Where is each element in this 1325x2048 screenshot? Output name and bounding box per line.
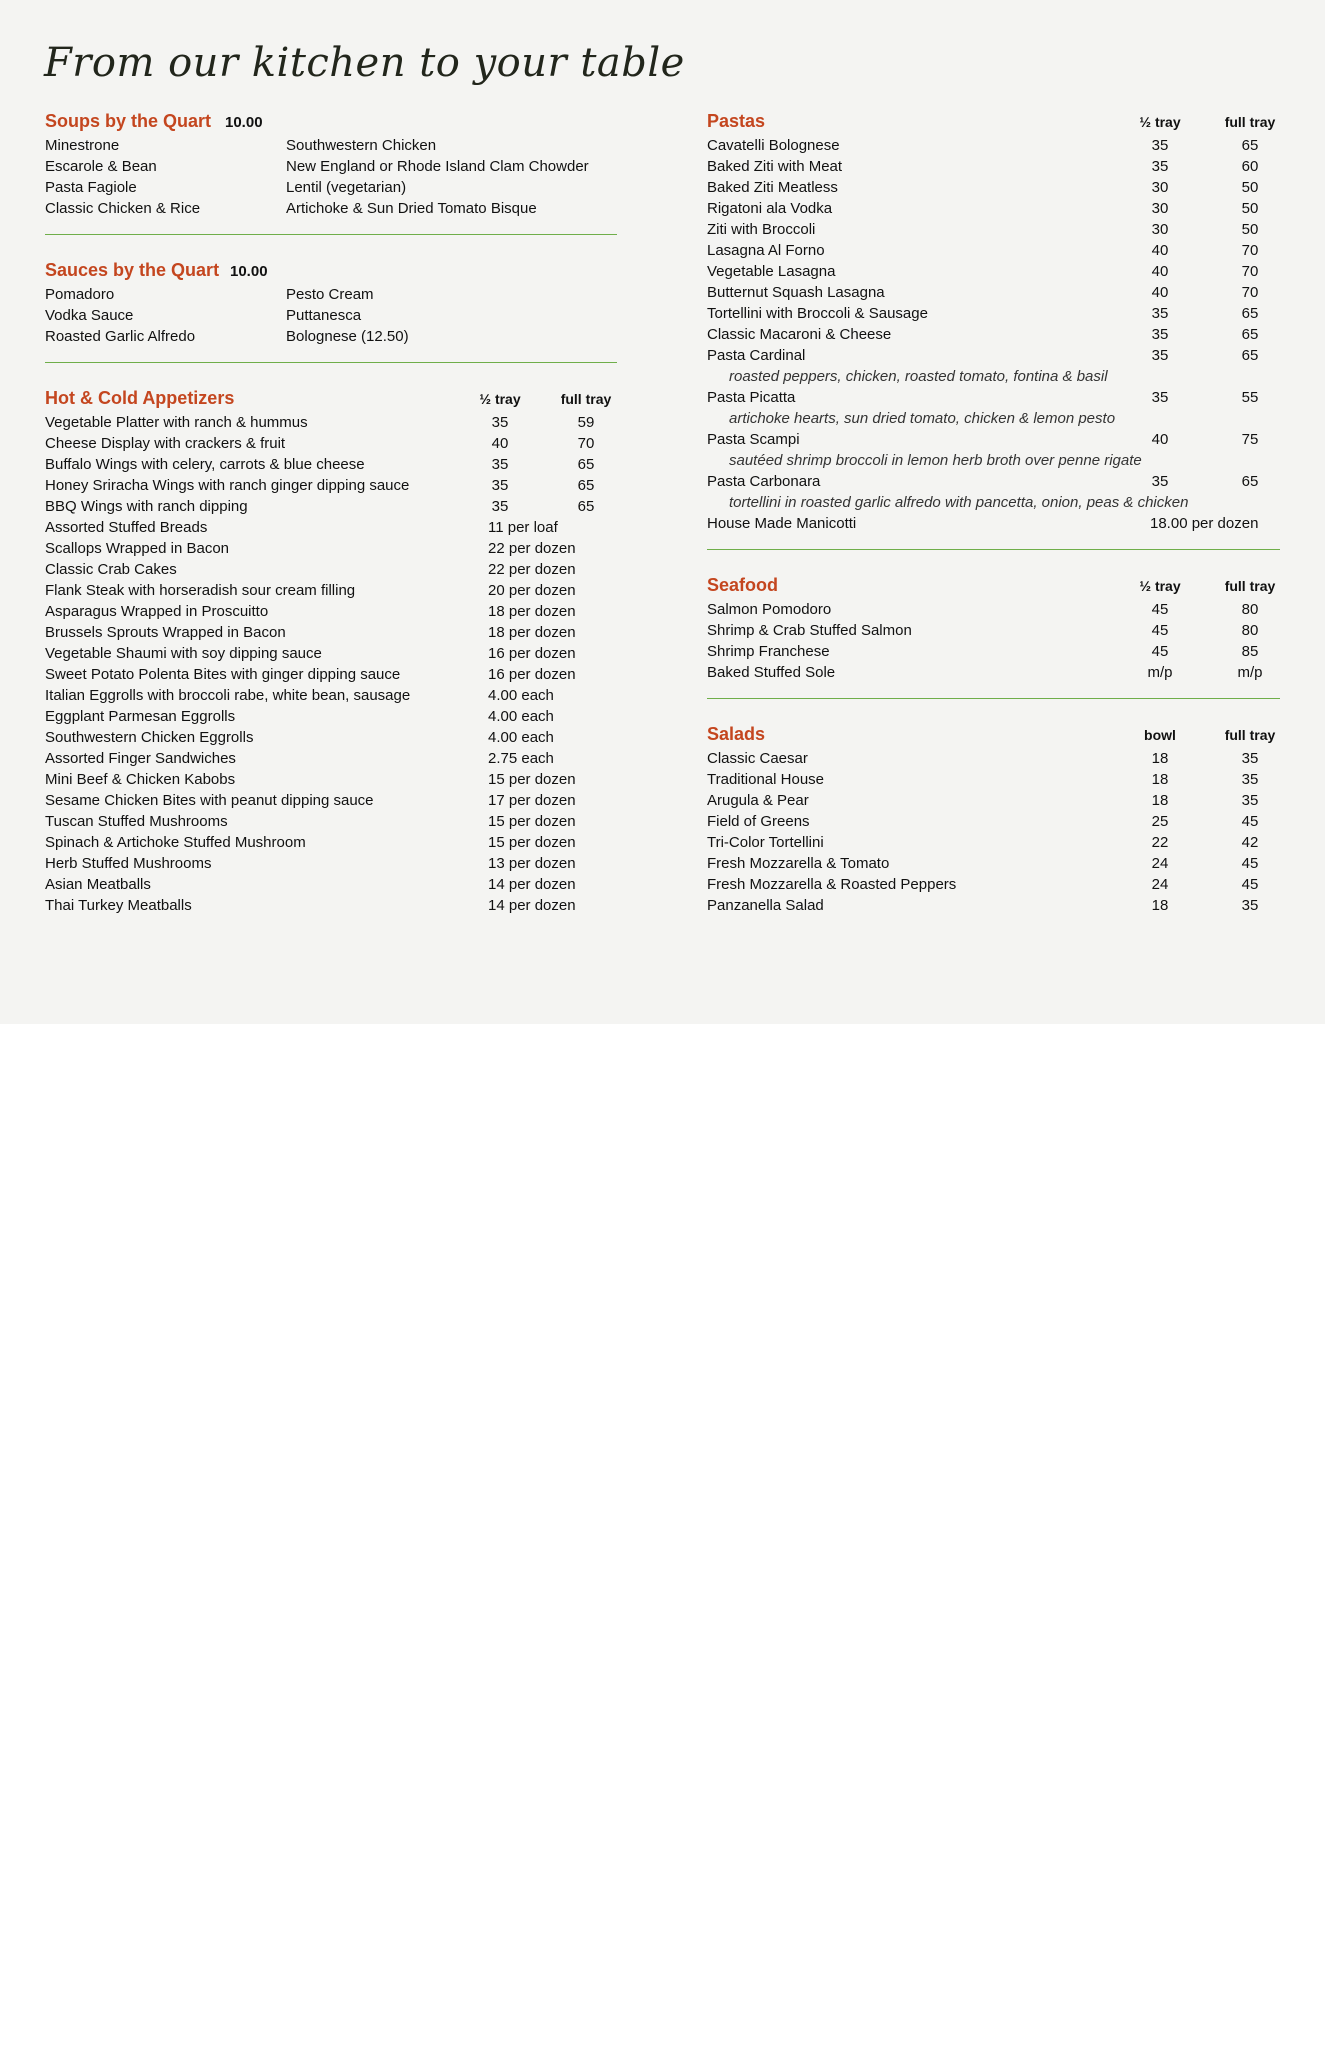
table-row [45,664,617,685]
half-tray-header: ½ tray [1139,114,1181,130]
salads-title: Salads [707,724,766,744]
full-price: 45 [1241,813,1259,830]
item-name: Cavatelli Bolognese [707,137,840,154]
soups-title: Soups by the Quart [45,111,212,131]
table-row [45,412,617,433]
half-price: 18 [1151,792,1169,809]
item-name: Classic Crab Cakes [45,561,177,578]
item-name: Pasta Cardinal [707,347,806,364]
item-name: Vegetable Shaumi with soy dipping sauce [45,645,322,662]
item-name: Brussels Sprouts Wrapped in Bacon [45,624,286,641]
full-price: 75 [1241,431,1259,448]
item-name: Vegetable Platter with ranch & hummus [45,414,308,431]
table-row [45,790,617,811]
table-row [45,559,617,580]
table-row [707,156,1280,177]
half-price: 40 [491,435,509,452]
item-name: Panzanella Salad [707,897,824,914]
half-tray-header: ½ tray [1139,578,1181,594]
item-name: Buffalo Wings with celery, carrots & blue cheese [45,456,365,473]
table-row [45,874,617,895]
table-row [707,811,1280,832]
table-row [45,727,617,748]
half-price: 45 [1151,622,1169,639]
item-name: Asparagus Wrapped in Proscuitto [45,603,269,620]
item-name: Pesto Cream [286,286,374,303]
item-name: Assorted Stuffed Breads [45,519,208,536]
list-item [45,156,617,177]
full-price: 65 [577,498,595,515]
soups-section [45,108,617,219]
item-name: Pasta Fagiole [45,179,137,196]
half-price: 35 [491,414,509,431]
item-name: Fresh Mozzarella & Roasted Peppers [707,876,957,893]
item-price: 4.00 each [488,687,554,704]
table-row [707,198,1280,219]
table-row [707,282,1280,303]
half-price: 25 [1151,813,1169,830]
item-name: Baked Ziti with Meat [707,158,843,175]
item-name: BBQ Wings with ranch dipping [45,498,248,515]
full-price: 70 [1241,242,1259,259]
full-price: 65 [1241,473,1259,490]
soups-price: 10.00 [225,114,263,131]
full-price: 59 [577,414,595,431]
item-name: Artichoke & Sun Dried Tomato Bisque [286,200,537,217]
item-name: Sweet Potato Polenta Bites with ginger dipping sauce [45,666,401,683]
full-price: 65 [1241,137,1259,154]
item-name: Traditional House [707,771,825,788]
item-name: Rigatoni ala Vodka [707,200,833,217]
table-row [707,471,1280,492]
item-price: 15 per dozen [488,771,576,788]
full-price: 50 [1241,179,1259,196]
item-name: Pasta Carbonara [707,473,821,490]
item-name: Spinach & Artichoke Stuffed Mushroom [45,834,306,851]
item-price: 18.00 per dozen [1150,515,1259,532]
table-row [707,177,1280,198]
full-price: 50 [1241,200,1259,217]
table-row [707,429,1280,450]
full-price: 45 [1241,855,1259,872]
table-row [707,599,1280,620]
table-row [45,643,617,664]
table-row [45,769,617,790]
half-price: 40 [1151,284,1169,301]
table-row [45,706,617,727]
table-row [45,538,617,559]
item-price: 15 per dozen [488,813,576,830]
full-price: 55 [1241,389,1259,406]
half-price: 35 [1151,389,1169,406]
item-price: 4.00 each [488,729,554,746]
bowl-header: bowl [1144,727,1176,743]
full-price: 65 [1241,347,1259,364]
item-name: Vodka Sauce [45,307,134,324]
full-tray-header: full tray [1224,578,1276,594]
table-row [707,853,1280,874]
item-price: 17 per dozen [488,792,576,809]
item-price: 20 per dozen [488,582,576,599]
item-description: artichoke hearts, sun dried tomato, chicken & lemon pesto [729,410,1116,427]
item-name: Baked Stuffed Sole [707,664,836,681]
table-row [707,874,1280,895]
item-name: Italian Eggrolls with broccoli rabe, white bean, sausage [45,687,411,704]
list-item [45,177,617,198]
full-price: 80 [1241,601,1259,618]
item-price: 4.00 each [488,708,554,725]
full-price: 65 [577,477,595,494]
table-row [707,387,1280,408]
item-name: House Made Manicotti [707,515,857,532]
table-row [45,685,617,706]
item-name: Shrimp Franchese [707,643,830,660]
item-name: Asian Meatballs [45,876,151,893]
half-price: 18 [1151,771,1169,788]
full-price: 60 [1241,158,1259,175]
item-name: Assorted Finger Sandwiches [45,750,236,767]
half-price: 24 [1151,876,1169,893]
full-price: 35 [1241,750,1259,767]
item-name: Arugula & Pear [707,792,809,809]
item-name: Southwestern Chicken [286,137,437,154]
item-name: Puttanesca [286,307,362,324]
half-price: 35 [1151,473,1169,490]
item-name: Minestrone [45,137,120,154]
full-price: 65 [1241,326,1259,343]
half-price: 35 [491,477,509,494]
right-column [707,108,1280,916]
item-description: roasted peppers, chicken, roasted tomato, fontina & basil [729,368,1108,385]
full-price: 35 [1241,771,1259,788]
table-row [45,580,617,601]
table-row [707,135,1280,156]
sauces-title: Sauces by the Quart [45,260,220,280]
item-name: Flank Steak with horseradish sour cream filling [45,582,356,599]
left-column [45,108,617,916]
item-name: Classic Chicken & Rice [45,200,201,217]
pastas-title: Pastas [707,111,766,131]
item-price: 22 per dozen [488,561,576,578]
table-row [707,324,1280,345]
table-row [45,601,617,622]
full-price: 65 [577,456,595,473]
table-row [45,454,617,475]
table-row [707,219,1280,240]
item-name: Lasagna Al Forno [707,242,825,259]
item-name: Honey Sriracha Wings with ranch ginger dipping sauce [45,477,410,494]
item-description: sautéed shrimp broccoli in lemon herb broth over penne rigate [729,452,1142,469]
full-price: 45 [1241,876,1259,893]
table-row [707,620,1280,641]
item-name: Southwestern Chicken Eggrolls [45,729,254,746]
item-name: Vegetable Lasagna [707,263,836,280]
item-price: 13 per dozen [488,855,576,872]
item-name: Herb Stuffed Mushrooms [45,855,212,872]
half-price: 40 [1151,242,1169,259]
item-name: Baked Ziti Meatless [707,179,838,196]
half-price: 30 [1151,200,1169,217]
item-name: Shrimp & Crab Stuffed Salmon [707,622,912,639]
item-name: New England or Rhode Island Clam Chowder [286,158,589,175]
half-price: 30 [1151,179,1169,196]
table-row [45,832,617,853]
table-row [707,303,1280,324]
half-price: 24 [1151,855,1169,872]
pastas-section [707,108,1280,534]
table-row [707,769,1280,790]
full-tray-header: full tray [1224,727,1276,743]
item-price: 16 per dozen [488,645,576,662]
half-price: 35 [491,498,509,515]
sauces-price: 10.00 [230,263,268,280]
item-name: Pasta Scampi [707,431,800,448]
full-price: m/p [1237,664,1263,681]
appetizers-title: Hot & Cold Appetizers [45,388,235,408]
item-price: 16 per dozen [488,666,576,683]
list-item [45,326,617,347]
full-price: 50 [1241,221,1259,238]
full-tray-header: full tray [1224,114,1276,130]
item-name: Tuscan Stuffed Mushrooms [45,813,228,830]
item-name: Mini Beef & Chicken Kabobs [45,771,236,788]
item-name: Tri-Color Tortellini [707,834,824,851]
table-row [707,662,1280,683]
half-price: 45 [1151,601,1169,618]
item-name: Salmon Pomodoro [707,601,832,618]
item-name: Cheese Display with crackers & fruit [45,435,286,452]
list-item [45,305,617,326]
half-price: 35 [1151,347,1169,364]
full-price: 70 [1241,263,1259,280]
seafood-section [707,572,1280,683]
full-price: 85 [1241,643,1259,660]
table-row [707,895,1280,916]
item-name: Escarole & Bean [45,158,157,175]
item-name: Field of Greens [707,813,810,830]
full-price: 42 [1241,834,1259,851]
item-name: Scallops Wrapped in Bacon [45,540,229,557]
half-price: 35 [1151,137,1169,154]
page-title: From our kitchen to your table [44,40,685,86]
half-price: 40 [1151,431,1169,448]
list-item [707,513,1280,534]
full-price: 65 [1241,305,1259,322]
full-price: 35 [1241,897,1259,914]
item-name: Classic Caesar [707,750,808,767]
half-price: 22 [1151,834,1169,851]
item-name: Roasted Garlic Alfredo [45,328,196,345]
salads-section [707,721,1280,916]
table-row [707,240,1280,261]
item-price: 11 per loaf [488,519,558,536]
list-item [45,198,617,219]
item-name: Fresh Mozzarella & Tomato [707,855,890,872]
item-name: Lentil (vegetarian) [286,179,407,196]
item-price: 18 per dozen [488,624,576,641]
item-price: 2.75 each [488,750,554,767]
item-name: Butternut Squash Lasagna [707,284,885,301]
table-row [707,790,1280,811]
half-price: m/p [1147,664,1173,681]
table-row [45,895,617,916]
table-row [707,345,1280,366]
half-price: 35 [1151,326,1169,343]
half-price: 30 [1151,221,1169,238]
half-tray-header: ½ tray [479,391,521,407]
item-name: Classic Macaroni & Cheese [707,326,892,343]
table-row [45,811,617,832]
table-row [707,261,1280,282]
item-name: Tortellini with Broccoli & Sausage [707,305,928,322]
half-price: 35 [1151,158,1169,175]
table-row [45,853,617,874]
item-name: Bolognese (12.50) [286,328,409,345]
half-price: 45 [1151,643,1169,660]
table-row [45,475,617,496]
full-price: 35 [1241,792,1259,809]
half-price: 35 [491,456,509,473]
list-item [45,135,617,156]
table-row [45,517,617,538]
full-price: 80 [1241,622,1259,639]
item-price: 15 per dozen [488,834,576,851]
full-price: 70 [577,435,595,452]
table-row [45,748,617,769]
list-item [45,284,617,305]
item-name: Thai Turkey Meatballs [45,897,192,914]
table-row [45,496,617,517]
item-name: Ziti with Broccoli [707,221,816,238]
item-name: Pasta Picatta [707,389,796,406]
appetizers-section [45,385,617,916]
seafood-title: Seafood [707,575,779,595]
item-price: 22 per dozen [488,540,576,557]
item-name: Pomadoro [45,286,115,303]
half-price: 40 [1151,263,1169,280]
full-tray-header: full tray [560,391,612,407]
table-row [45,622,617,643]
table-row [707,748,1280,769]
half-price: 35 [1151,305,1169,322]
item-price: 14 per dozen [488,897,576,914]
half-price: 18 [1151,750,1169,767]
item-name: Eggplant Parmesan Eggrolls [45,708,236,725]
table-row [707,832,1280,853]
item-price: 18 per dozen [488,603,576,620]
item-description: tortellini in roasted garlic alfredo with pancetta, onion, peas & chicken [729,494,1189,511]
item-price: 14 per dozen [488,876,576,893]
sauces-section [45,257,617,347]
table-row [45,433,617,454]
table-row [707,641,1280,662]
item-name: Sesame Chicken Bites with peanut dipping sauce [45,792,374,809]
half-price: 18 [1151,897,1169,914]
full-price: 70 [1241,284,1259,301]
